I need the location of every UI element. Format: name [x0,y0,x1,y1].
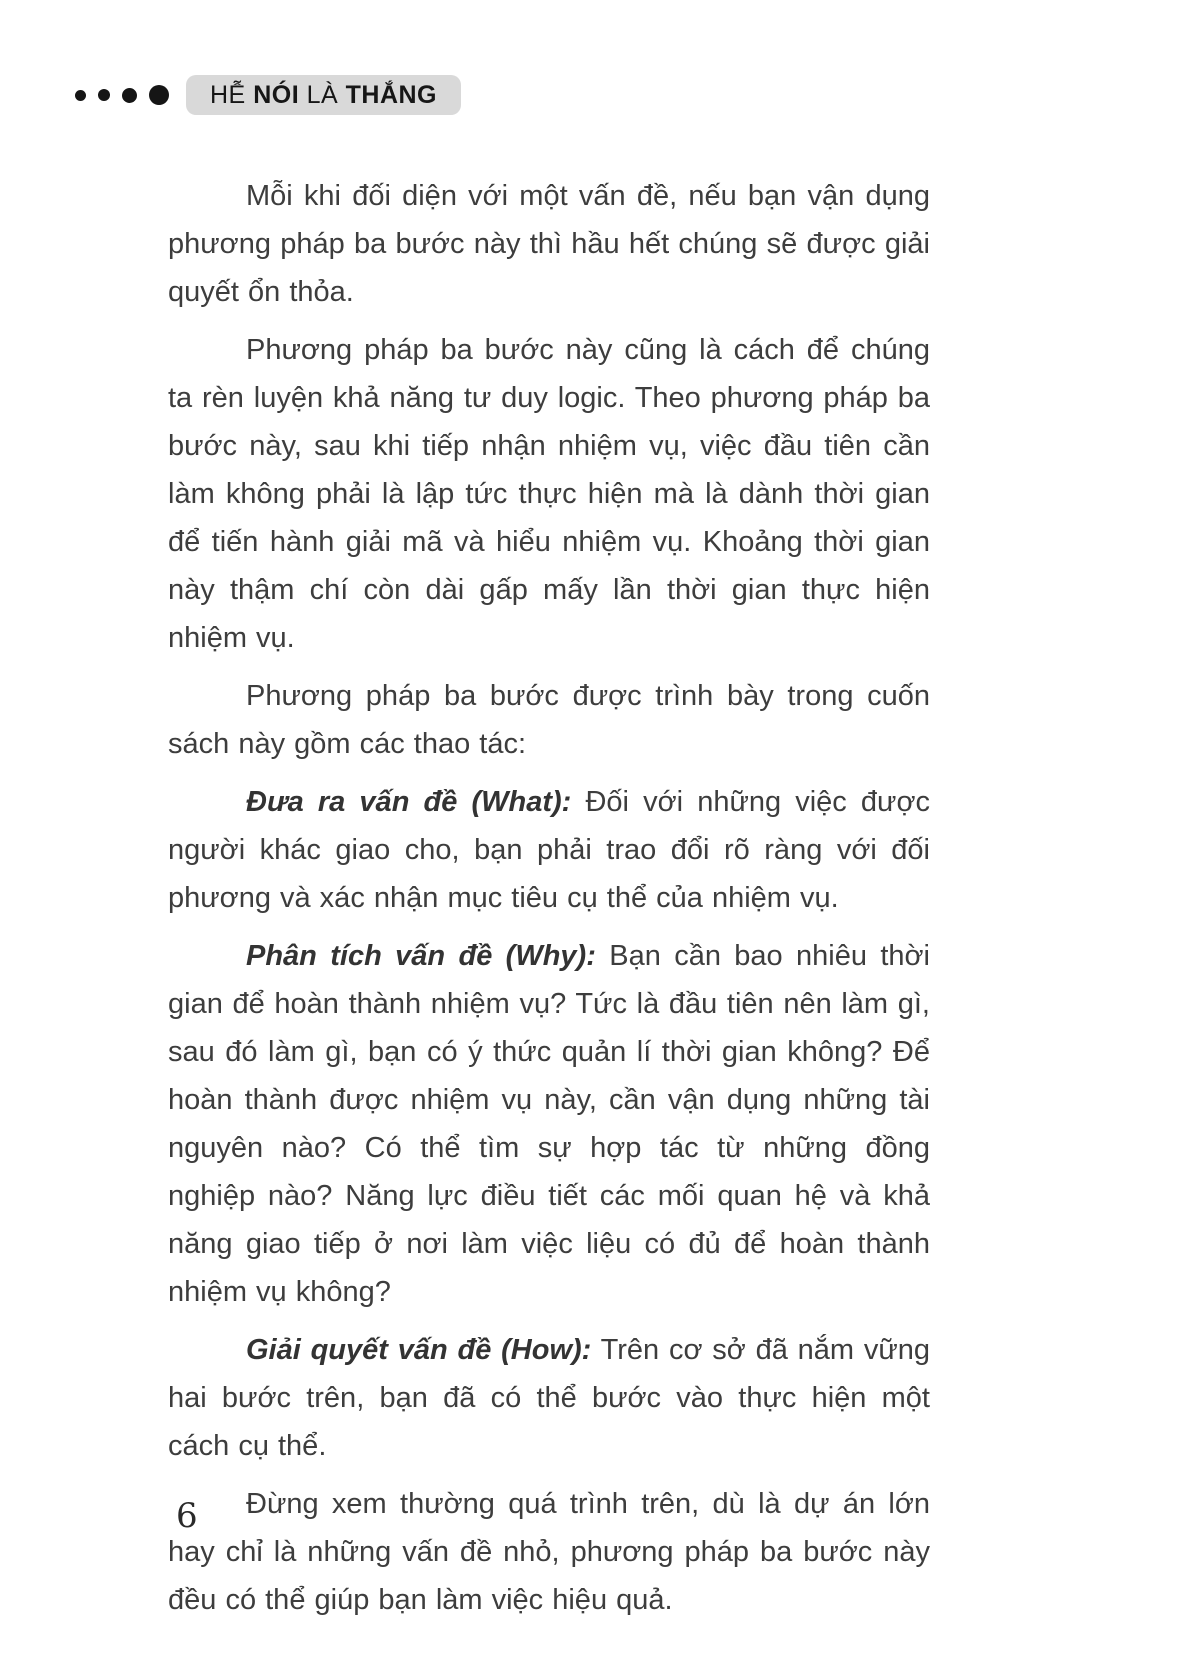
paragraph-lead: Phân tích vấn đề (Why): [246,940,596,972]
paragraph [168,932,930,1316]
dot-icon [75,90,86,101]
page-header [75,74,461,116]
chapter-title-text: THẮNG [345,80,438,109]
paragraph: Phương pháp ba bước được trình bày trong cuốn sách này gồm các thao tác: [168,680,930,760]
chapter-title-badge [186,75,461,115]
dot-icon [98,89,110,101]
page-number: 6 [176,1496,198,1536]
paragraph: Phương pháp ba bước này cũng là cách để chúng ta rèn luyện khả năng tư duy logic. Theo phương pháp ba bước này, sau khi tiếp nhận nhiệm vụ, việc đầu tiên cần làm không phải là lập tức thực hiện mà là dành thời gian để tiến hành giải mã và hiểu nhiệm vụ. Khoảng thời gian này thậm chí còn dài gấp mấy lần thời gian thực hiện nhiệm vụ. [168,334,930,654]
chapter-title-text: HỄ [210,80,254,109]
dot-icon [149,85,169,105]
paragraph-text: Đối với những việc được người khác giao cho, bạn phải trao đổi rõ ràng với đối phương và xác nhận mục tiêu cụ thể của nhiệm vụ. [168,786,930,914]
header-dots [75,85,169,105]
paragraph-text: Trên cơ sở đã nắm vững hai bước trên, bạn đã có thể bước vào thực hiện một cách cụ thể. [168,1334,931,1462]
paragraph-text: Bạn cần bao nhiêu thời gian để hoàn thành nhiệm vụ? Tức là đầu tiên nên làm gì, sau đó làm gì, bạn có ý thức quản lí thời gian không? Để hoàn thành được nhiệm vụ này, cần vận dụng những tài nguyên nào? Có thể tìm sự hợp tác từ những đồng nghiệp nào? Năng lực điều tiết các mối quan hệ và khả năng giao tiếp ở nơi làm việc liệu có đủ để hoàn thành nhiệm vụ không? [168,940,930,1308]
page-content [168,172,930,1634]
paragraph-lead: Giải quyết vấn đề (How): [246,1334,592,1366]
chapter-title-text: LÀ [299,80,346,109]
dot-icon [122,88,137,103]
paragraph: Mỗi khi đối diện với một vấn đề, nếu bạn vận dụng phương pháp ba bước này thì hầu hết chúng sẽ được giải quyết ổn thỏa. [168,180,930,308]
chapter-title-text: NÓI [253,80,300,109]
paragraph [168,1326,930,1470]
paragraph: Đừng xem thường quá trình trên, dù là dự án lớn hay chỉ là những vấn đề nhỏ, phương pháp ba bước này đều có thể giúp bạn làm việc hiệu quả. [168,1488,930,1616]
paragraph-lead: Đưa ra vấn đề (What): [246,786,572,818]
paragraph [168,778,930,922]
